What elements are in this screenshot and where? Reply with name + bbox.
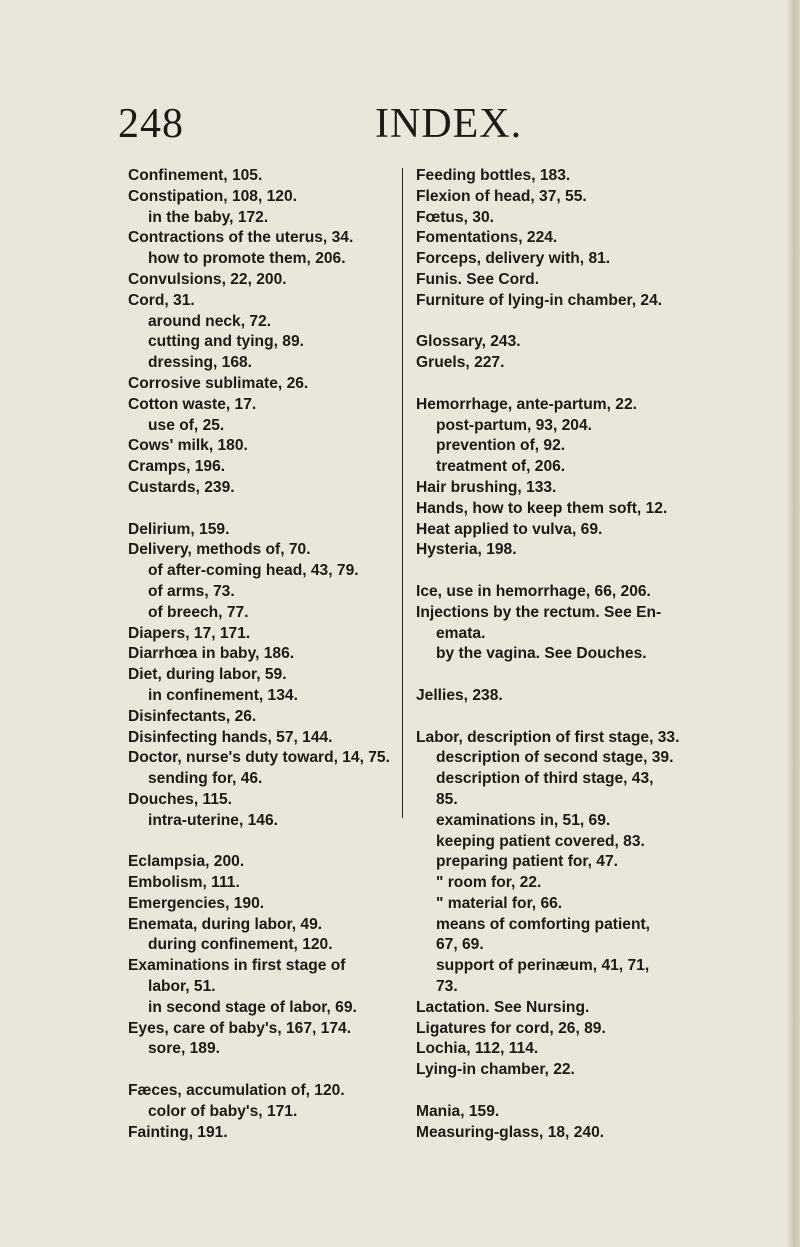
index-entry: Eclampsia, 200. [128, 853, 245, 871]
index-entry: Corrosive sublimate, 26. [128, 374, 309, 392]
index-entry: Doctor, nurse's duty toward, 14, 75. [128, 749, 390, 767]
index-subentry: of arms, 73. [148, 582, 235, 600]
index-entry: Fomentations, 224. [416, 229, 558, 247]
index-subentry: around neck, 72. [148, 312, 272, 330]
index-entry: Cotton waste, 17. [128, 395, 257, 413]
index-entry: Cramps, 196. [128, 458, 226, 476]
index-entry: Confinement, 105. [128, 167, 263, 184]
index-entry: Injections by the rectum. See En- [416, 603, 662, 621]
index-entry: Convulsions, 22, 200. [128, 270, 287, 288]
index-subentry: in second stage of labor, 69. [148, 998, 357, 1016]
index-subentry: labor, 51. [148, 978, 216, 996]
index-entry: Feeding bottles, 183. [416, 167, 571, 184]
index-subentry: emata. [436, 624, 486, 642]
index-entry: Glossary, 243. [416, 333, 521, 351]
index-entry: Custards, 239. [128, 478, 235, 496]
index-subentry: intra-uterine, 146. [148, 811, 278, 829]
index-entry: Ligatures for cord, 26, 89. [416, 1019, 606, 1037]
column-divider [402, 168, 403, 818]
section-gap [416, 312, 710, 333]
index-entry: Delivery, methods of, 70. [128, 541, 311, 559]
index-subentry: use of, 25. [148, 416, 225, 434]
index-entry: Fœtus, 30. [416, 208, 494, 226]
index-subentry: keeping patient covered, 83. [436, 832, 645, 850]
index-subentry: by the vagina. See Douches. [436, 645, 647, 663]
section-gap [416, 374, 710, 395]
index-subentry: in confinement, 134. [148, 686, 298, 704]
index-entry: Emergencies, 190. [128, 894, 265, 912]
index-entry: Heat applied to vulva, 69. [416, 520, 603, 538]
index-entry: Embolism, 111. [128, 874, 240, 892]
index-entry: Enemata, during labor, 49. [128, 915, 323, 933]
index-entry: Hands, how to keep them soft, 12. [416, 499, 668, 517]
index-subentry: dressing, 168. [148, 354, 253, 372]
index-subentry: in the baby, 172. [148, 208, 269, 226]
index-subentry: 67, 69. [436, 936, 484, 954]
index-entry: Hysteria, 198. [416, 541, 517, 559]
index-entry: Disinfectants, 26. [128, 707, 257, 725]
index-subentry: during confinement, 120. [148, 936, 333, 954]
index-entry: Eyes, care of baby's, 167, 174. [128, 1019, 352, 1037]
index-entry: Funis. See Cord. [416, 270, 540, 288]
index-column-left [128, 166, 400, 1143]
index-subentry: examinations in, 51, 69. [436, 811, 611, 829]
index-entry: Constipation, 108, 120. [128, 187, 297, 205]
index-entry: Fainting, 191. [128, 1123, 228, 1141]
index-subentry: " room for, 22. [436, 874, 542, 892]
index-subentry: of breech, 77. [148, 603, 249, 621]
index-subentry: post-partum, 93, 204. [436, 416, 592, 434]
index-entry: Labor, description of first stage, 33. [416, 728, 680, 746]
section-gap [128, 832, 400, 853]
index-entry: Measuring-glass, 18, 240. [416, 1123, 605, 1141]
index-subentry: 73. [436, 978, 458, 996]
page-number: 248 [118, 101, 184, 147]
running-title: INDEX. [375, 101, 523, 147]
section-gap [416, 707, 710, 728]
index-subentry: support of perinæum, 41, 71, [436, 957, 650, 975]
index-entry: Disinfecting hands, 57, 144. [128, 728, 333, 746]
index-entry: Hemorrhage, ante-partum, 22. [416, 395, 637, 413]
index-entry: Hair brushing, 133. [416, 478, 557, 496]
index-entry: Fæces, accumulation of, 120. [128, 1082, 345, 1100]
index-entry: Flexion of head, 37, 55. [416, 187, 587, 205]
index-entry: Mania, 159. [416, 1102, 500, 1120]
section-gap [416, 561, 710, 582]
index-entry: Ice, use in hemorrhage, 66, 206. [416, 582, 651, 600]
index-entry: Diarrhœa in baby, 186. [128, 645, 295, 663]
index-entry: Diapers, 17, 171. [128, 624, 251, 642]
index-entry: Gruels, 227. [416, 354, 505, 372]
index-subentry: description of second stage, 39. [436, 749, 674, 767]
index-entry: Lactation. See Nursing. [416, 998, 590, 1016]
index-entry: Examinations in first stage of [128, 957, 346, 975]
index-column-right [416, 166, 710, 1143]
index-entry: Jellies, 238. [416, 686, 503, 704]
index-subentry: how to promote them, 206. [148, 250, 346, 268]
index-entry: Delirium, 159. [128, 520, 230, 538]
index-entry: Contractions of the uterus, 34. [128, 229, 354, 247]
page-edge-shadow [786, 0, 800, 1247]
index-subentry: sore, 189. [148, 1040, 220, 1058]
index-entry: Forceps, delivery with, 81. [416, 250, 611, 268]
index-entry: Douches, 115. [128, 790, 233, 808]
index-subentry: " material for, 66. [436, 894, 563, 912]
index-entry: Diet, during labor, 59. [128, 666, 287, 684]
index-subentry: cutting and tying, 89. [148, 333, 304, 351]
index-entry: Cows' milk, 180. [128, 437, 248, 455]
section-gap [416, 665, 710, 686]
section-gap [128, 499, 400, 520]
section-gap [416, 1081, 710, 1102]
index-subentry: 85. [436, 790, 458, 808]
index-subentry: prevention of, 92. [436, 437, 566, 455]
index-subentry: of after-coming head, 43, 79. [148, 562, 359, 580]
index-subentry: color of baby's, 171. [148, 1102, 298, 1120]
index-subentry: sending for, 46. [148, 770, 263, 788]
index-subentry: treatment of, 206. [436, 458, 566, 476]
index-subentry: description of third stage, 43, [436, 770, 654, 788]
index-subentry: means of comforting patient, [436, 915, 650, 933]
index-entry: Lochia, 112, 114. [416, 1040, 539, 1058]
index-entry: Lying-in chamber, 22. [416, 1061, 575, 1079]
index-entry: Furniture of lying-in chamber, 24. [416, 291, 663, 309]
section-gap [128, 1060, 400, 1081]
page-header [0, 100, 800, 150]
index-subentry: preparing patient for, 47. [436, 853, 618, 871]
index-entry: Cord, 31. [128, 291, 195, 309]
